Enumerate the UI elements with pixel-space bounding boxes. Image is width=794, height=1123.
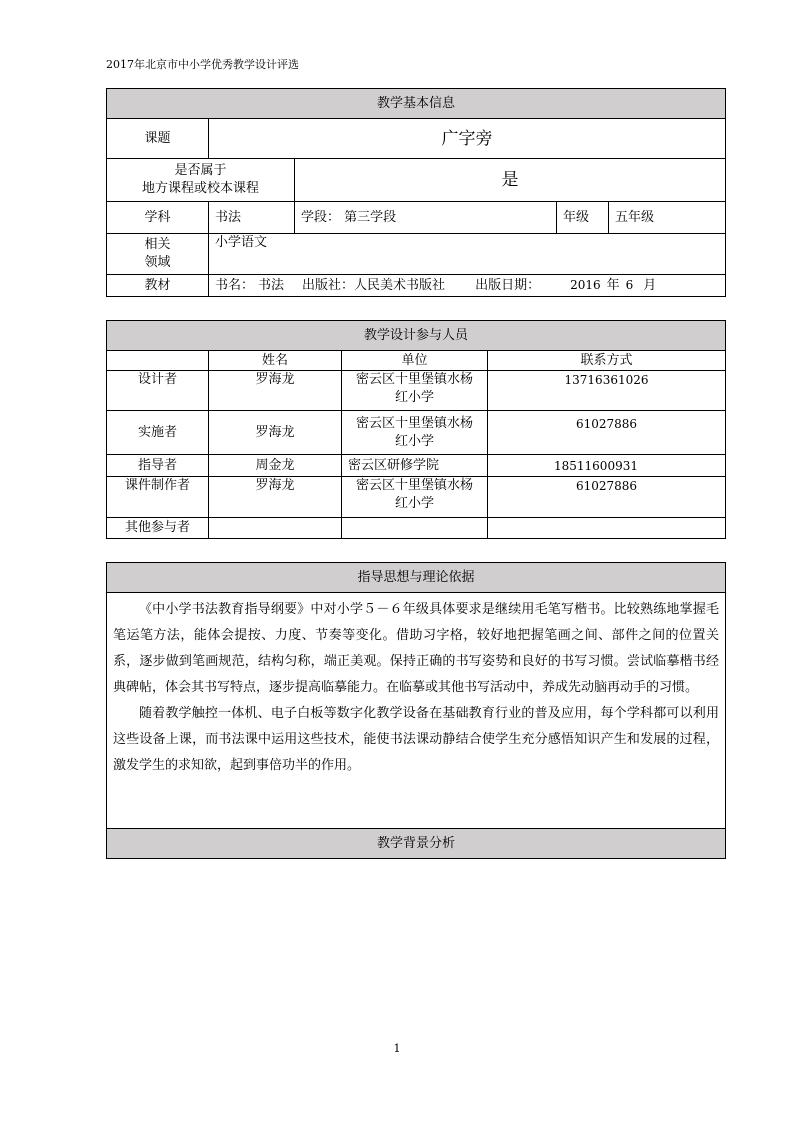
publish-month: 6 bbox=[625, 278, 634, 292]
publisher-value: 人民美术书版社 bbox=[354, 278, 446, 293]
name-cell: 罗海龙 bbox=[209, 477, 342, 518]
unit-line2: 红小学 bbox=[394, 390, 434, 405]
unit-cell bbox=[342, 455, 488, 477]
field-label bbox=[107, 234, 209, 275]
unit-cell bbox=[342, 371, 488, 411]
unit-cell bbox=[342, 477, 488, 518]
publish-year: 2016 bbox=[570, 278, 601, 292]
local-course-label-line1: 是否属于 bbox=[174, 163, 227, 178]
field-label-line2: 领域 bbox=[144, 255, 171, 270]
unit-line1: 密云区十里堡镇水杨 bbox=[355, 372, 473, 387]
name-cell: 罗海龙 bbox=[209, 411, 342, 455]
topic-value: 广字旁 bbox=[209, 119, 726, 159]
book-label: 书名： bbox=[215, 278, 255, 293]
grade-label: 年级 bbox=[557, 202, 609, 234]
page-number: 1 bbox=[393, 1042, 401, 1055]
stage-value: 第三学段 bbox=[344, 209, 397, 225]
field-value: 小学语文 bbox=[209, 234, 726, 275]
contact-cell bbox=[488, 518, 726, 539]
role-cell: 其他参与者 bbox=[107, 518, 209, 539]
table-row bbox=[107, 518, 726, 539]
role-cell: 实施者 bbox=[107, 411, 209, 455]
unit-line1: 密云区十里堡镇水杨 bbox=[355, 415, 473, 431]
participants-col-role bbox=[107, 351, 209, 371]
table-row bbox=[107, 477, 726, 518]
participants-col-unit: 单位 bbox=[342, 351, 488, 371]
participants-col-contact: 联系方式 bbox=[488, 351, 726, 371]
theory-title: 指导思想与理论依据 bbox=[107, 563, 726, 593]
table-row bbox=[107, 371, 726, 411]
theory-body bbox=[107, 593, 726, 829]
stage-cell bbox=[295, 202, 557, 234]
subject-label: 学科 bbox=[107, 202, 209, 234]
unit-line1: 密云区十里堡镇水杨 bbox=[355, 478, 473, 493]
theory-table bbox=[106, 562, 726, 859]
book-value: 书法 bbox=[258, 278, 285, 293]
local-course-label-line2: 地方课程或校本课程 bbox=[141, 181, 259, 196]
basic-info-table bbox=[106, 88, 726, 297]
local-course-value: 是 bbox=[295, 159, 726, 202]
participants-table bbox=[106, 320, 726, 539]
contact-cell: 18511600931 bbox=[488, 455, 726, 477]
textbook-label: 教材 bbox=[107, 275, 209, 297]
unit-line2: 红小学 bbox=[394, 496, 434, 511]
unit-cell bbox=[342, 411, 488, 455]
table-row bbox=[107, 411, 726, 455]
textbook-info bbox=[209, 275, 726, 297]
publish-date-label: 出版日期： bbox=[475, 278, 541, 293]
local-course-label bbox=[107, 159, 295, 202]
unit-line2: 红小学 bbox=[394, 433, 434, 449]
field-label-line1: 相关 bbox=[144, 237, 171, 252]
unit-cell bbox=[342, 518, 488, 539]
name-cell bbox=[209, 518, 342, 539]
publish-year-unit: 年 bbox=[606, 278, 620, 293]
participants-title: 教学设计参与人员 bbox=[107, 321, 726, 351]
table-row bbox=[107, 455, 726, 477]
grade-value: 五年级 bbox=[609, 202, 726, 234]
unit-line1: 密云区研修学院 bbox=[348, 457, 440, 473]
publisher-label: 出版社： bbox=[302, 278, 355, 293]
name-cell: 周金龙 bbox=[209, 455, 342, 477]
subject-value: 书法 bbox=[209, 202, 295, 234]
document-header: 2017年北京市中小学优秀教学设计评选 bbox=[106, 58, 299, 71]
theory-paragraph-2: 随着教学触控一体机、电子白板等数字化教学设备在基础教育行业的普及应用，每个学科都可以利用这些设备上课，而书法课中运用这些技术，能使书法课动静结合使学生充分感悟知识产生和发展的过程，激发学生的求知欲，起到事倍功半的作用。 bbox=[113, 706, 719, 773]
topic-label: 课题 bbox=[107, 119, 209, 159]
name-cell: 罗海龙 bbox=[209, 371, 342, 411]
publish-month-unit: 月 bbox=[643, 278, 657, 293]
participants-col-name: 姓名 bbox=[209, 351, 342, 371]
contact-cell: 61027886 bbox=[488, 411, 726, 455]
stage-label: 学段： bbox=[301, 209, 341, 225]
contact-cell: 13716361026 bbox=[488, 371, 726, 411]
theory-paragraph-1: 《中小学书法教育指导纲要》中对小学５－６年级具体要求是继续用毛笔写楷书。比较熟练地掌握毛笔运笔方法，能体会提按、力度、节奏等变化。借助习字格，较好地把握笔画之间、部件之间的位置关系，逐步做到笔画规范，结构匀称，端正美观。保持正确的书写姿势和良好的书写习惯。尝试临摹楷书经典碑帖，体会其书写特点，逐步提高临摹能力。在临摹或其他书写活动中，养成先动脑再动手的习惯。 bbox=[113, 602, 719, 695]
role-cell: 课件制作者 bbox=[107, 477, 209, 518]
contact-cell: 61027886 bbox=[488, 477, 726, 518]
role-cell: 指导者 bbox=[107, 455, 209, 477]
role-cell: 设计者 bbox=[107, 371, 209, 411]
basic-info-title: 教学基本信息 bbox=[107, 89, 726, 119]
background-title: 教学背景分析 bbox=[107, 829, 726, 859]
